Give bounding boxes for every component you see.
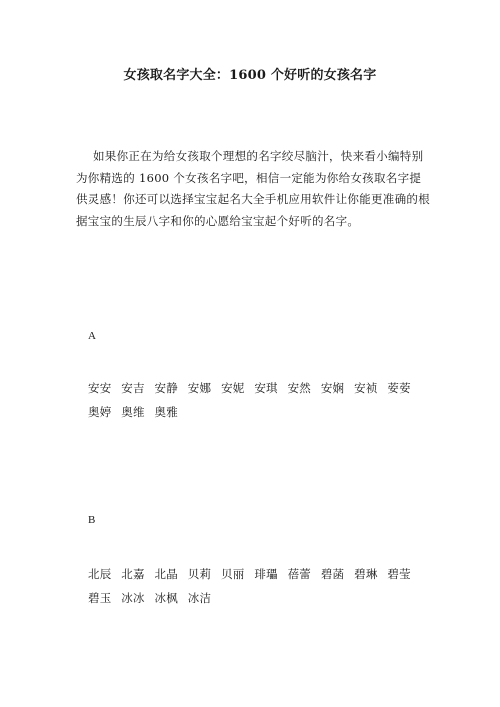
girl-name-item: 北晶 <box>154 567 178 581</box>
girl-name-item: 碧菡 <box>320 567 345 581</box>
girl-name-item: 安静 <box>154 381 178 395</box>
names-list-b <box>88 562 432 610</box>
girl-name-item: 琲瓃 <box>254 567 278 581</box>
girl-name-item: 碧琳 <box>354 567 378 581</box>
girl-name-item: 荌荌 <box>387 381 411 395</box>
girl-name-item: 奥婷 <box>88 405 112 419</box>
girl-name-item: 安祯 <box>354 381 378 395</box>
girl-name-item: 贝丽 <box>221 567 245 581</box>
section-letter-a: A <box>88 330 96 342</box>
girl-name-item: 贝莉 <box>187 567 212 581</box>
girl-name-item: 安安 <box>88 381 112 395</box>
girl-name-item: 安然 <box>287 381 311 395</box>
girl-name-item: 北辰 <box>88 567 112 581</box>
girl-name-item: 安娜 <box>187 381 212 395</box>
girl-name-item: 安娴 <box>320 381 345 395</box>
girl-name-item: 冰枫 <box>154 591 178 605</box>
intro-paragraph: 如果你正在为给女孩取个理想的名字绞尽脑汁，快来看小编特别为你精选的 1600 个女孩名字吧，相信一定能为你给女孩取名字提供灵感！你还可以选择宝宝起名大全手机应用软件让你能更准确的根据宝宝的生辰八字和你的心愿给宝宝起个好听的名字。 <box>76 149 430 228</box>
girl-name-item: 安吉 <box>121 381 145 395</box>
document-title: 女孩取名字大全：1600 个好听的女孩名字 <box>123 68 377 83</box>
girl-name-item: 奥维 <box>121 405 145 419</box>
girl-name-item: 安妮 <box>221 381 245 395</box>
girl-name-item: 碧玉 <box>88 591 112 605</box>
girl-name-item: 碧莹 <box>387 567 411 581</box>
girl-name-item: 奥雅 <box>154 405 178 419</box>
girl-name-item: 北嘉 <box>121 567 145 581</box>
girl-name-item: 冰冰 <box>121 591 145 605</box>
names-list-a <box>88 376 432 424</box>
girl-name-item: 蓓蕾 <box>287 567 311 581</box>
girl-name-item: 安琪 <box>254 381 278 395</box>
section-letter-b: B <box>88 514 96 526</box>
girl-name-item: 冰洁 <box>187 591 212 605</box>
